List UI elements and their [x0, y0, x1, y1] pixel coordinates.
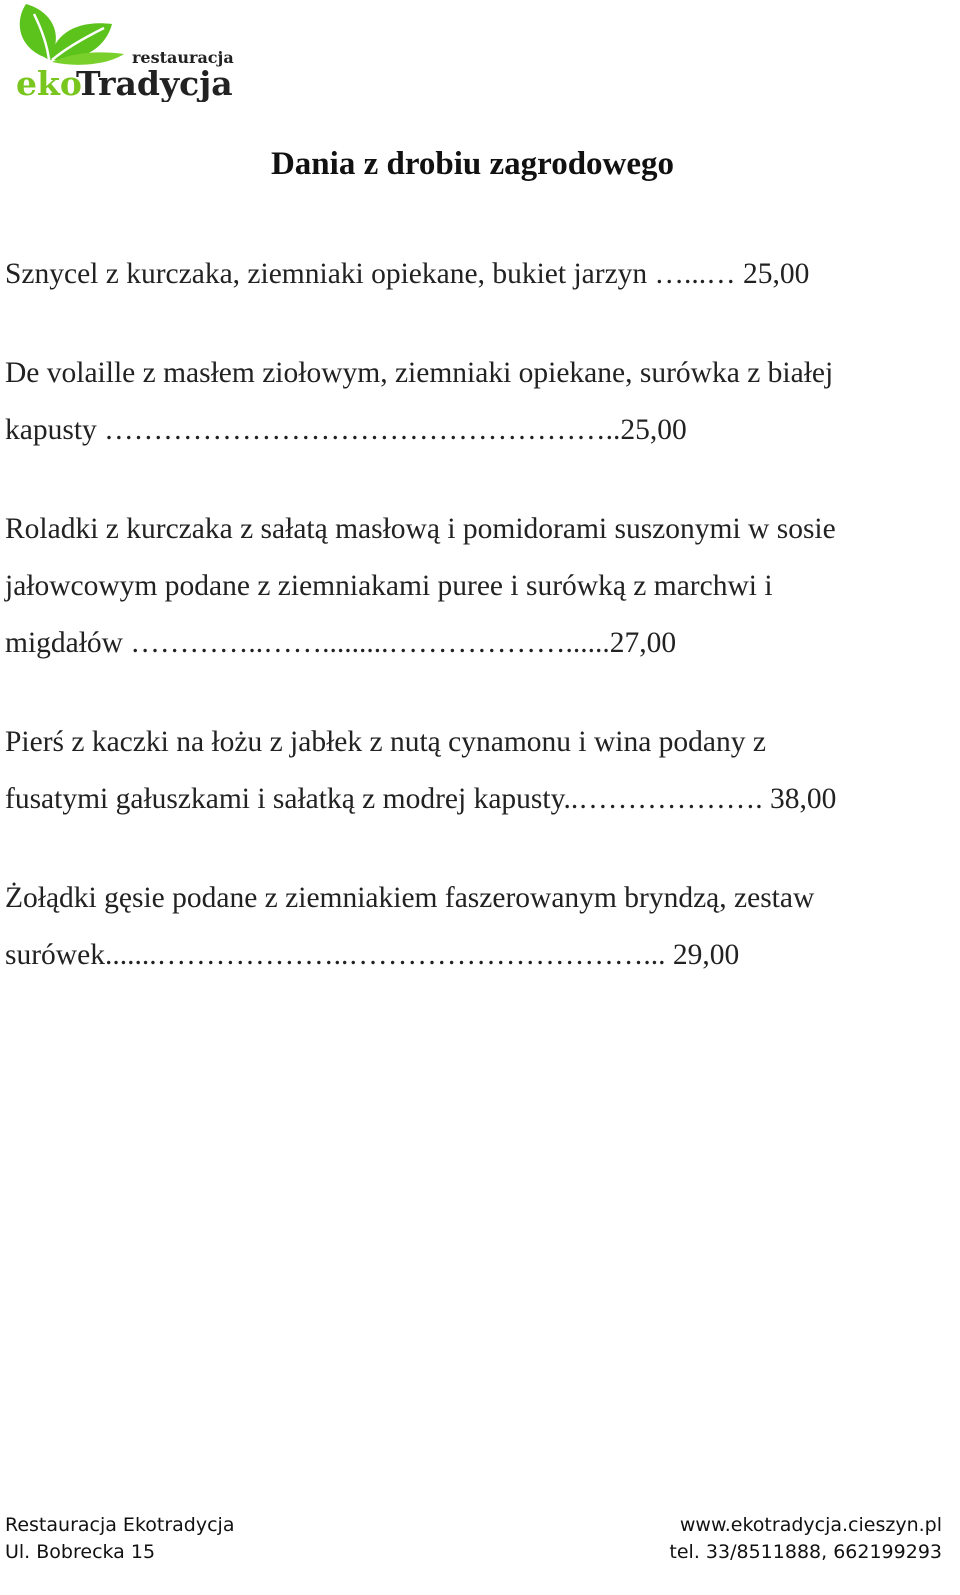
- menu-item-text: De volaille z masłem ziołowym, ziemniaki opiekane, surówka z białej: [5, 357, 834, 389]
- menu-item: [5, 246, 950, 303]
- footer-address: Ul. Bobrecka 15: [5, 1541, 156, 1563]
- leaf-logo-icon: [14, 2, 240, 102]
- footer-website-link[interactable]: www.ekotradycja.cieszyn.pl: [679, 1514, 942, 1536]
- footer-contact-block: [669, 1512, 942, 1566]
- footer-address-block: [5, 1512, 234, 1566]
- menu-item-text: Pierś z kaczki na łożu z jabłek z nutą cynamonu i wina podany z: [5, 726, 766, 758]
- menu-item-text: Roladki z kurczaka z sałatą masłową i pomidorami suszonymi w sosie: [5, 513, 836, 545]
- brand-tradycja-text: Tradycja: [76, 64, 233, 102]
- menu-item-text: kapusty ……………………………………………..25,00: [5, 414, 687, 446]
- brand-eko-text: eko: [16, 64, 82, 102]
- page-title: Dania z drobiu zagrodowego: [270, 146, 675, 182]
- menu-item-text: fusatymi gałuszkami i sałatką z modrej kapusty..………………. 38,00: [5, 783, 837, 815]
- menu-item-text: Sznycel z kurczaka, ziemniaki opiekane, bukiet jarzyn …...… 25,00: [5, 258, 810, 290]
- menu-item: [5, 345, 950, 459]
- menu-list: [5, 246, 950, 1026]
- menu-item-text: Żołądki gęsie podane z ziemniakiem faszerowanym bryndzą, zestaw: [5, 882, 815, 914]
- brand-small-text: restauracja: [132, 48, 234, 67]
- menu-item-text: jałowcowym podane z ziemniakami puree i surówką z marchwi i: [5, 570, 773, 602]
- footer-phone: tel. 33/8511888, 662199293: [669, 1541, 942, 1563]
- menu-item: [5, 714, 950, 828]
- restaurant-logo: [14, 2, 240, 102]
- footer-restaurant-name: Restauracja Ekotradycja: [5, 1514, 235, 1536]
- menu-item-text: surówek.......………………..…………………………... 29,00: [5, 939, 740, 971]
- menu-item: [5, 870, 950, 984]
- menu-item: [5, 501, 950, 672]
- menu-item-text: migdałów …………..…….........………………......27,00: [5, 627, 677, 659]
